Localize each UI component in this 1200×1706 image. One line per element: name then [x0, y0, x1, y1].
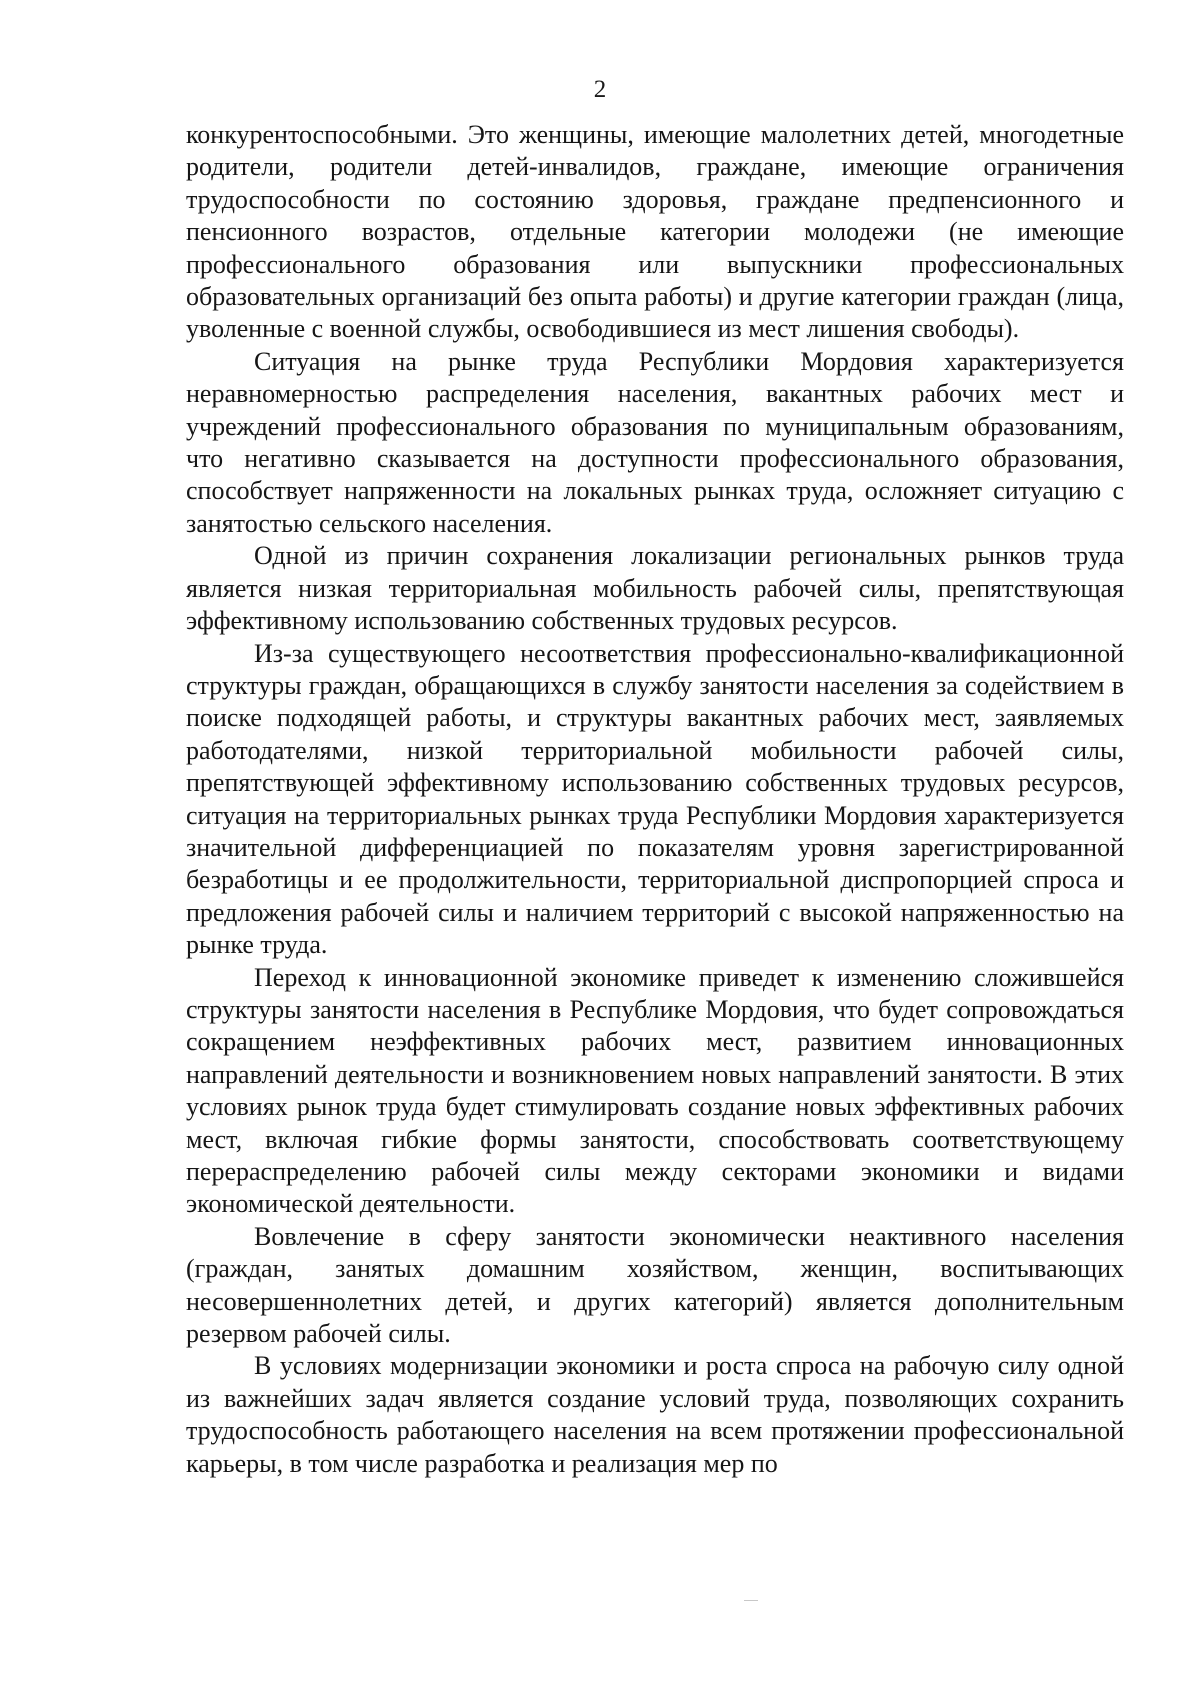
page-number: 2: [593, 76, 607, 103]
scan-speck: [744, 1600, 758, 1601]
paragraph-modernization: В условиях модернизации экономики и роста спроса на рабочую силу одной из важнейших задач является создание условий труда, позволяющих сохранить трудоспособность работающего населения на всем протяжении профессиональной карьеры, в том числе разработка и реализация мер по: [186, 1351, 1124, 1478]
paragraph-inactive-population: Вовлечение в сферу занятости экономически неактивного населения (граждан, занятых домашним хозяйством, женщин, воспитывающих несовершеннолетних детей, и других категорий) является дополнительным резервом рабочей силы.: [186, 1221, 1124, 1349]
paragraph-innovative-economy: Переход к инновационной экономике приведет к изменению сложившейся структуры занятости населения в Республике Мордовия, что будет сопровождаться сокращением неэффективных рабочих мест, развитием инновационных направлений деятельности и возникновением новых направлений занятости. В этих условиях рынок труда будет стимулировать создание новых эффективных рабочих мест, включая гибкие формы занятости, способствовать соответствующему перераспределению рабочей силы между секторами экономики и видами экономической деятельности.: [186, 962, 1124, 1219]
paragraph-labor-market-situation: Ситуация на рынке труда Республики Мордовия характеризуется неравномерностью распределения населения, вакантных рабочих мест и учреждений профессионального образования по муниципальным образованиям, что негативно сказывается на доступности профессионального образования, способствует напряженности на локальных рынках труда, осложняет ситуацию с занятостью сельского населения.: [186, 346, 1124, 538]
paragraph-structural-mismatch: Из-за существующего несоответствия профессионально-квалификационной структуры граждан, обращающихся в службу занятости населения за содействием в поиске подходящей работы, и структуры вакантных рабочих мест, заявляемых работодателями, низкой территориальной мобильности рабочей силы, препятствующей эффективному использованию собственных трудовых ресурсов, ситуация на территориальных рынках труда Республики Мордовия характеризуется значительной дифференциацией по показателям уровня зарегистрированной безработицы и ее продолжительности, территориальной диспропорцией спроса и предложения рабочей силы и наличием территорий с высокой напряженностью на рынке труда.: [186, 638, 1124, 960]
paragraph-continuation: конкурентоспособными. Это женщины, имеющие малолетних детей, многодетные родители, родители детей-инвалидов, граждане, имеющие ограничения трудоспособности по состоянию здоровья, граждане предпенсионного и пенсионного возрастов, отдельные категории молодежи (не имеющие профессионального образования или выпускники профессиональных образовательных организаций без опыта работы) и другие категории граждан (лица, уволенные с военной службы, освободившиеся из мест лишения свободы).: [186, 120, 1124, 344]
document-body: [186, 119, 1124, 1480]
paragraph-localization-reasons: Одной из причин сохранения локализации региональных рынков труда является низкая территориальная мобильность рабочей силы, препятствующая эффективному использованию собственных трудовых ресурсов.: [186, 541, 1124, 636]
